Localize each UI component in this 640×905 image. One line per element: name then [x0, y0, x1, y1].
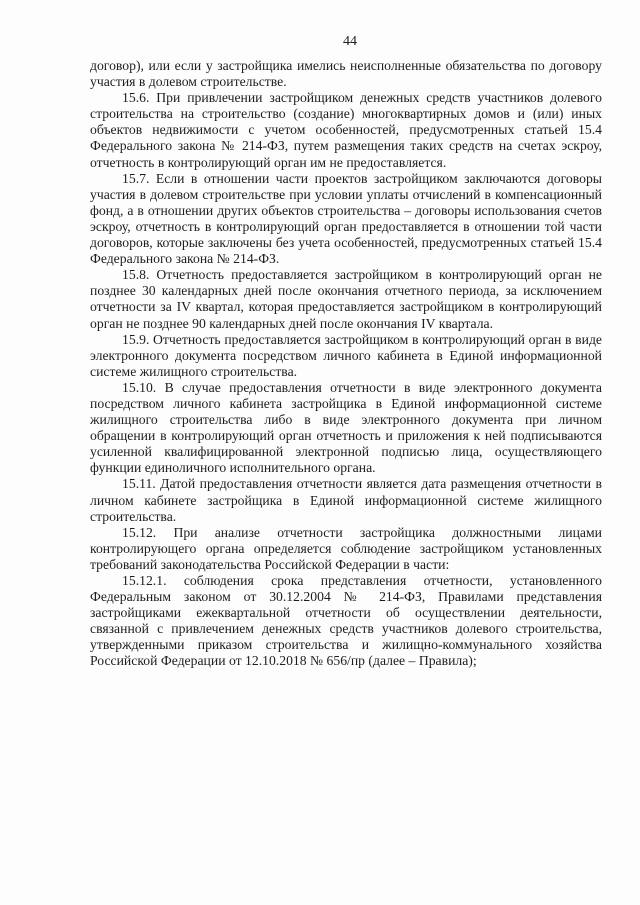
paragraph-15-7: 15.7. Если в отношении части проектов застройщиком заключаются договоры участия в долевом строительстве при условии уплаты отчислений в компенсационный фонд, а в отношении других объектов строительства – договоры использования счетов эскроу, отчетность в контролирующий орган предоставляется в отношении той части договоров, которые заключены без учета особенностей, предусмотренных статьей 15.4 Федерального закона № 214-ФЗ. [90, 170, 602, 267]
page-number: 44 [343, 34, 357, 49]
paragraph-15-10: 15.10. В случае предоставления отчетности в виде электронного документа посредством личного кабинета застройщика в Единой информационной системе жилищного строительства либо в виде электронного документа при личном обращении в контролирующий орган отчетность и приложения к ней подписываются усиленной квалифицированной электронной подписью лица, осуществляющего функции единоличного исполнительного органа. [90, 379, 602, 476]
paragraph-15-8: 15.8. Отчетность предоставляется застройщиком в контролирующий орган не позднее 30 календарных дней после окончания отчетного периода, за исключением отчетности за IV квартал, которая предоставляется застройщиком в контролирующий орган не позднее 90 календарных дней после окончания IV квартала. [90, 267, 602, 331]
paragraph-15-6: 15.6. При привлечении застройщиком денежных средств участников долевого строительства на строительство (создание) многоквартирных домов и (или) иных объектов недвижимости с учетом особенностей, предусмотренных статьей 15.4 Федерального закона № 214-ФЗ, путем размещения таких средств на счетах эскроу, отчетность в контролирующий орган им не предоставляется. [90, 90, 602, 170]
paragraph-15-9: 15.9. Отчетность предоставляется застройщиком в контролирующий орган в виде электронного документа посредством личного кабинета в Единой информационной системе жилищного строительства. [90, 331, 602, 379]
paragraph-continuation: договор), или если у застройщика имелись неисполненные обязательства по договору участия в долевом строительстве. [90, 58, 602, 90]
paragraph-15-12-1: 15.12.1. соблюдения срока представления отчетности, установленного Федеральным законом от 30.12.2004 № 214-ФЗ, Правилами представления застройщиками ежеквартальной отчетности об осуществлении деятельности, связанной с привлечением денежных средств участников долевого строительства, утвержденными приказом строительства и жилищно-коммунального хозяйства Российской Федерации от 12.10.2018 № 656/пр (далее – Правила); [90, 573, 602, 669]
paragraph-15-11: 15.11. Датой предоставления отчетности является дата размещения отчетности в личном кабинете застройщика в Единой информационной системе жилищного строительства. [90, 476, 602, 524]
document-body [90, 58, 602, 670]
paragraph-15-12: 15.12. При анализе отчетности застройщика должностными лицами контролирующего органа определяется соблюдение застройщиком установленных требований законодательства Российской Федерации в части: [90, 524, 602, 572]
